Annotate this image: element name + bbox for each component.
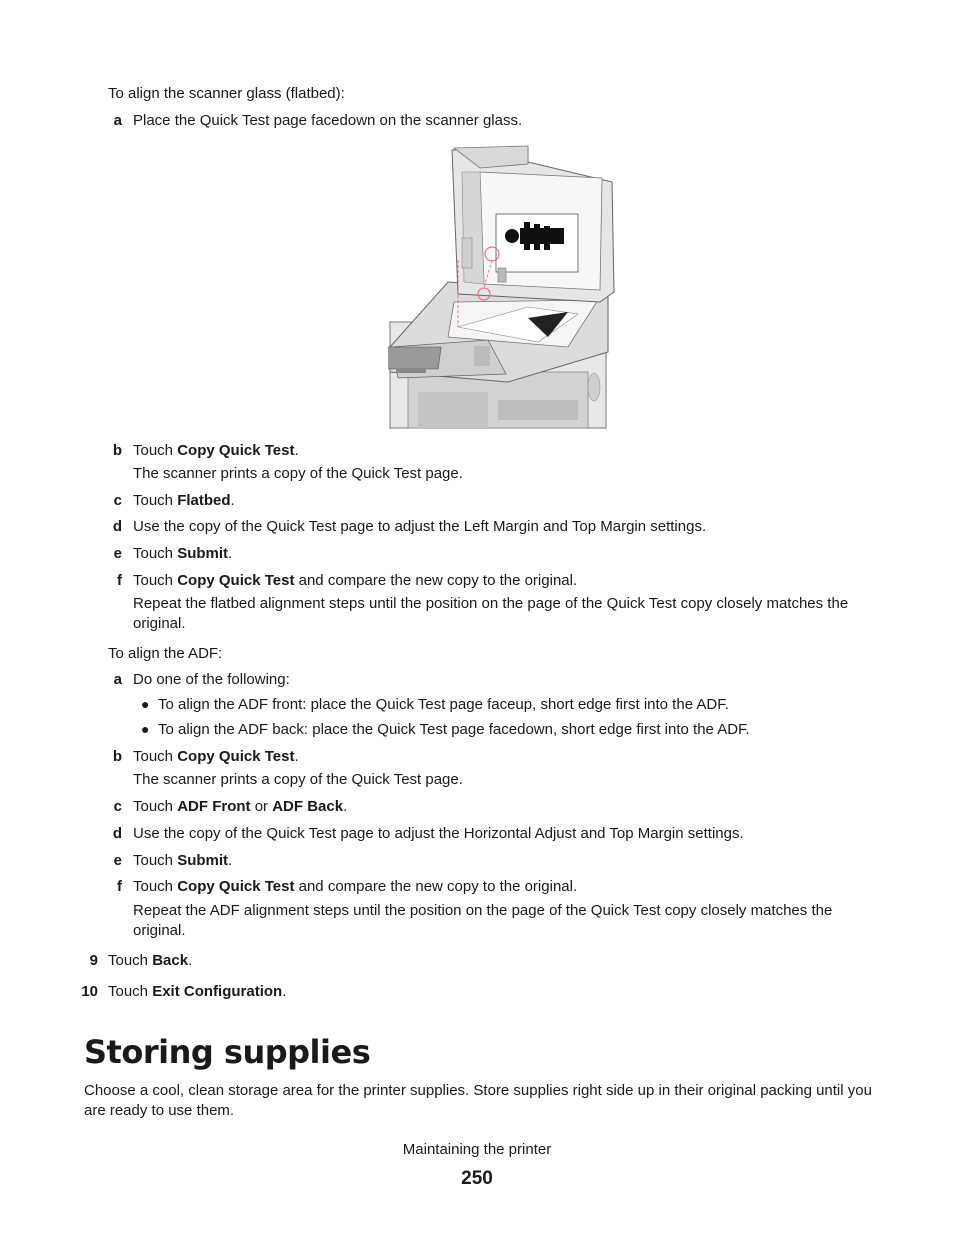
- step-text: Use the copy of the Quick Test page to adjust the Left Margin and Top Margin settings.: [133, 518, 707, 535]
- step-label: b: [112, 442, 122, 459]
- step-note: Repeat the flatbed alignment steps until the position on the page of the Quick Test copy closely matches the original.: [133, 595, 849, 632]
- step-text: Touch Copy Quick Test.: [133, 748, 299, 765]
- bullet-text: To align the ADF front: place the Quick Test page faceup, short edge first into the ADF.: [158, 696, 729, 713]
- step-label: e: [113, 852, 122, 869]
- section-body: Choose a cool, clean storage area for the printer supplies. Store supplies right side up in their original packing until you are ready to use them.: [84, 1082, 872, 1119]
- adf-intro: To align the ADF:: [108, 645, 223, 662]
- step-label: c: [113, 798, 122, 815]
- ui-term: Exit Configuration: [152, 983, 283, 1000]
- scanner-glass-illustration: [388, 142, 616, 430]
- ui-term: Flatbed: [177, 492, 231, 509]
- step-note: The scanner prints a copy of the Quick Test page.: [133, 771, 463, 788]
- step-text: Touch Copy Quick Test and compare the new copy to the original.: [133, 572, 578, 589]
- ui-term: Submit: [177, 852, 229, 869]
- step-label: d: [112, 518, 122, 535]
- step-label: b: [112, 748, 122, 765]
- ui-term: Back: [152, 952, 189, 969]
- step-text: Touch Copy Quick Test.: [133, 442, 299, 459]
- step-note: Repeat the ADF alignment steps until the position on the page of the Quick Test copy closely matches the original.: [133, 902, 833, 939]
- ui-term: Submit: [177, 545, 229, 562]
- step-label: d: [112, 825, 122, 842]
- step-text: Touch ADF Front or ADF Back.: [133, 798, 348, 815]
- step-text: Touch Exit Configuration.: [108, 983, 287, 1000]
- step-label: a: [113, 671, 122, 688]
- footer-chapter: Maintaining the printer: [402, 1141, 552, 1158]
- page-number: 250: [461, 1168, 493, 1189]
- step-text: Place the Quick Test page facedown on the scanner glass.: [133, 112, 523, 129]
- bullet-icon: ●: [141, 721, 150, 737]
- bullet-text: To align the ADF back: place the Quick Test page facedown, short edge first into the ADF.: [158, 721, 750, 738]
- section-heading: Storing supplies: [84, 1033, 371, 1071]
- flatbed-intro: To align the scanner glass (flatbed):: [108, 85, 345, 102]
- step-note: The scanner prints a copy of the Quick Test page.: [133, 465, 463, 482]
- step-text: Touch Flatbed.: [133, 492, 235, 509]
- ui-term: Copy Quick Test: [177, 748, 295, 765]
- step-text: Use the copy of the Quick Test page to adjust the Horizontal Adjust and Top Margin settings.: [133, 825, 744, 842]
- step-label: f: [117, 572, 122, 589]
- step-number: 10: [81, 983, 98, 1000]
- step-text: Touch Back.: [108, 952, 193, 969]
- ui-term: Copy Quick Test: [177, 572, 295, 589]
- step-label: a: [113, 112, 122, 129]
- ui-term: ADF Front: [177, 798, 251, 815]
- step-number: 9: [89, 952, 98, 969]
- step-text: Do one of the following:: [133, 671, 290, 688]
- step-text: Touch Submit.: [133, 545, 233, 562]
- bullet-icon: ●: [141, 696, 150, 712]
- step-label: e: [113, 545, 122, 562]
- ui-term: Copy Quick Test: [177, 878, 295, 895]
- step-label: f: [117, 878, 122, 895]
- ui-term: Copy Quick Test: [177, 442, 295, 459]
- step-text: Touch Copy Quick Test and compare the new copy to the original.: [133, 878, 578, 895]
- ui-term: ADF Back: [272, 798, 344, 815]
- step-text: Touch Submit.: [133, 852, 233, 869]
- step-label: c: [113, 492, 122, 509]
